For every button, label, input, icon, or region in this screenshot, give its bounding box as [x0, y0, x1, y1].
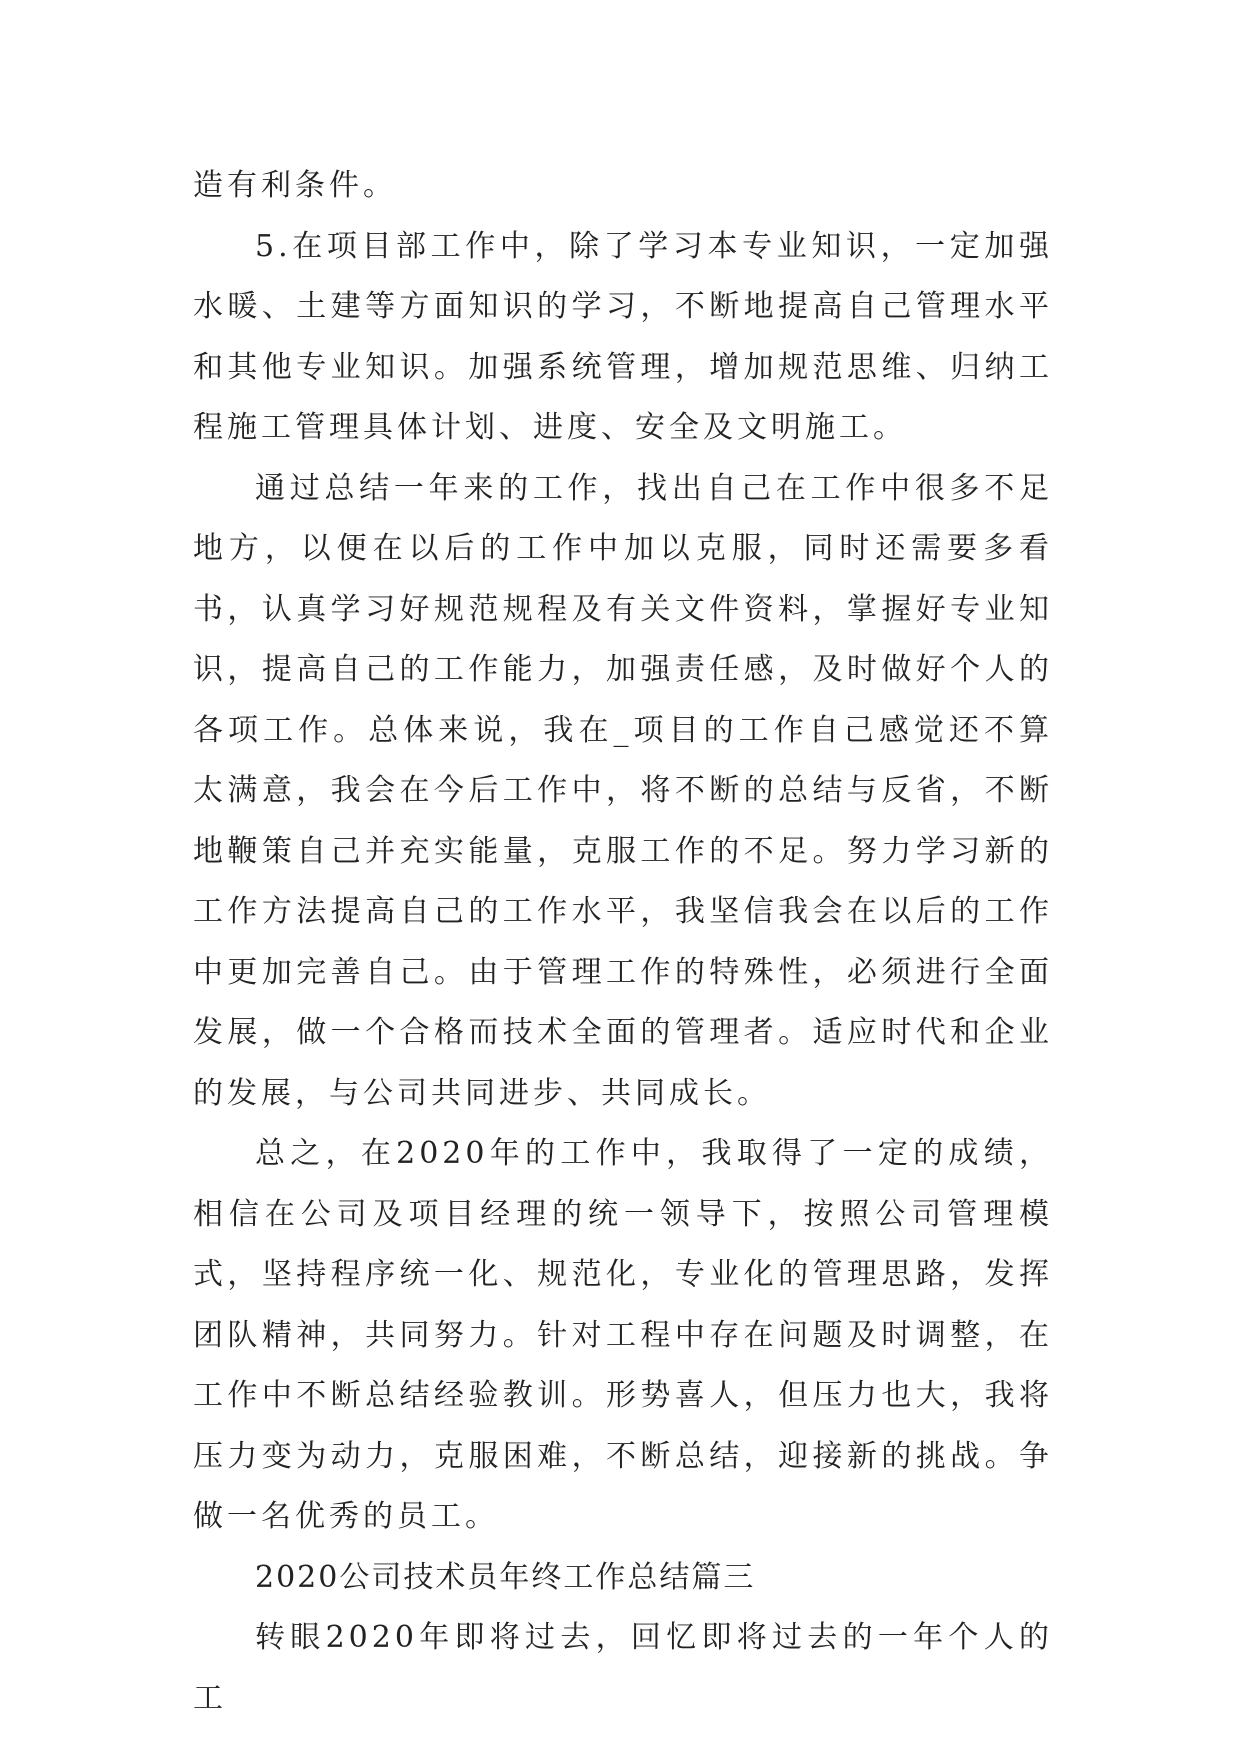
document-body: [193, 156, 1053, 1729]
paragraph-summary: 通过总结一年来的工作，找出自己在工作中很多不足地方，以便在以后的工作中加以克服，同时还需要多看书，认真学习好规范规程及有关文件资料，掌握好专业知识，提高自己的工作能力，加强责任感，及时做好个人的各项工作。总体来说，我在_项目的工作自己感觉还不算太满意，我会在今后工作中，将不断的总结与反省，不断地鞭策自己并充实能量，克服工作的不足。努力学习新的工作方法提高自己的工作水平，我坚信我会在以后的工作中更加完善自己。由于管理工作的特殊性，必须进行全面发展，做一个合格而技术全面的管理者。适应时代和企业的发展，与公司共同进步、共同成长。: [193, 470, 1053, 1111]
paragraph-item-5: 5.在项目部工作中，除了学习本专业知识，一定加强水暖、土建等方面知识的学习，不断地提高自己管理水平和其他专业知识。加强系统管理，增加规范思维、归纳工程施工管理具体计划、进度、安全及文明施工。: [193, 228, 1053, 445]
paragraph-section-three-intro: 转眼2020年即将过去，回忆即将过去的一年个人的工: [193, 1620, 1053, 1716]
paragraph-continuation: 造有利条件。: [193, 168, 397, 203]
section-heading: 2020公司技术员年终工作总结篇三: [255, 1559, 756, 1595]
paragraph-conclusion: 总之，在2020年的工作中，我取得了一定的成绩，相信在公司及项目经理的统一领导下，按照公司管理模式，坚持程序统一化、规范化，专业化的管理思路，发挥团队精神，共同努力。针对工程中存在问题及时调整，在工作中不断总结经验教训。形势喜人，但压力也大，我将压力变为动力，克服困难，不断总结，迎接新的挑战。争做一名优秀的员工。: [193, 1136, 1053, 1534]
